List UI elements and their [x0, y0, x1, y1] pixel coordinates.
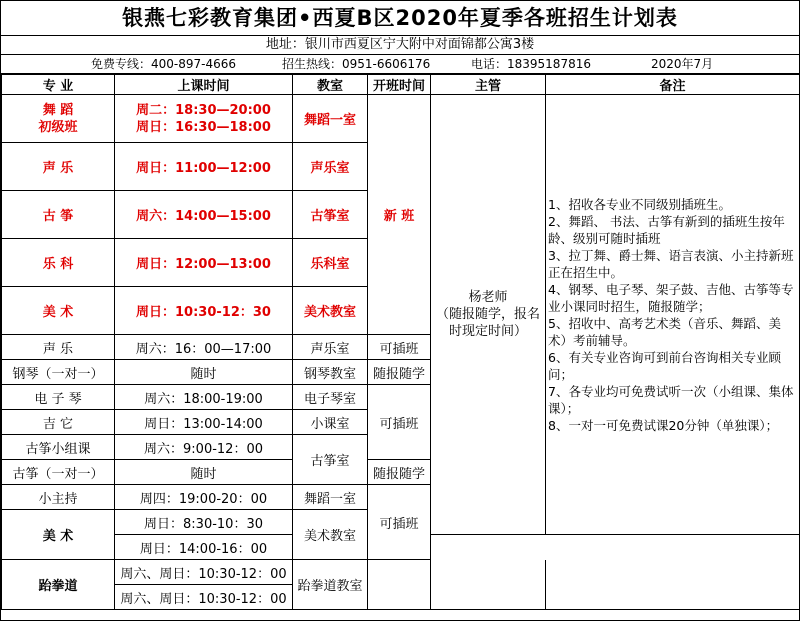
- note-item: 2、舞蹈、 书法、古筝有新到的插班生按年龄、级别可随时插班: [548, 213, 785, 246]
- room-cell: 古筝室: [293, 191, 368, 239]
- time-cell: 周日：10:30-12：30: [115, 287, 293, 335]
- phone: 电话：18395187816: [471, 57, 591, 71]
- major-cell: 声 乐: [2, 335, 115, 360]
- major-cell: 美 术: [2, 287, 115, 335]
- time-cell: 周六：18:00-19:00: [115, 385, 293, 410]
- hotline: 招生热线：0951-6606176: [282, 57, 431, 71]
- time-cell: 周日：13:00-14:00: [115, 410, 293, 435]
- table-row: [2, 95, 800, 143]
- major-cell: 古筝（一对一）: [2, 460, 115, 485]
- header-manager: 主管: [431, 75, 546, 95]
- room-cell: 电子琴室: [293, 385, 368, 410]
- note-item: 5、招收中、高考艺术类（音乐、舞蹈、美术）考前辅导。: [548, 315, 781, 348]
- major-cell: 电 子 琴: [2, 385, 115, 410]
- address: 地址：银川市西夏区宁大附中对面锦都公寓3楼: [1, 36, 799, 55]
- open-cell: 可插班: [368, 335, 431, 360]
- time-cell: 随时: [115, 460, 293, 485]
- schedule-table-tail: [1, 559, 800, 610]
- open-new-cell: 新 班: [368, 95, 431, 335]
- major-cell: 钢琴（一对一）: [2, 360, 115, 385]
- room-cell: 舞蹈一室: [293, 95, 368, 143]
- time-cell: 周日：8:30-10：30: [115, 510, 293, 535]
- time-cell: 周六：9:00-12：00: [115, 435, 293, 460]
- header-time: 上课时间: [115, 75, 293, 95]
- room-cell: 声乐室: [293, 143, 368, 191]
- major-cell: 小主持: [2, 485, 115, 510]
- free-line: 免费专线：400-897-4666: [91, 57, 237, 71]
- room-cell: 小课室: [293, 410, 368, 435]
- note-item: 3、拉丁舞、爵士舞、语言表演、小主持新班正在招生中。: [548, 247, 794, 280]
- major-cell: 吉 它: [2, 410, 115, 435]
- major-cell: 跆拳道: [2, 560, 115, 610]
- open-cell-continued: [368, 560, 431, 610]
- open-cell: 随报随学: [368, 460, 431, 485]
- page-title: 银燕七彩教育集团•西夏B区2020年夏季各班招生计划表: [1, 1, 799, 36]
- major-cell: 古筝小组课: [2, 435, 115, 460]
- time-cell: 随时: [115, 360, 293, 385]
- open-cell: 随报随学: [368, 360, 431, 385]
- manager-cell-continued: [431, 560, 546, 610]
- major-cell: 声 乐: [2, 143, 115, 191]
- note-item: 4、钢琴、电子琴、架子鼓、吉他、古筝等专业小课同时招生，随报随学；: [548, 281, 794, 314]
- room-cell: 古筝室: [293, 435, 368, 485]
- contact-bar: [1, 55, 799, 74]
- date: 2020年7月: [651, 57, 714, 71]
- time-cell: 周四：19:00-20：00: [115, 485, 293, 510]
- time-cell: 周日：12:00—13:00: [115, 239, 293, 287]
- room-cell: 舞蹈一室: [293, 485, 368, 510]
- note-item: 7、各专业均可免费试听一次（小组课、集体课）；: [548, 383, 794, 416]
- time-cell: 周六：14:00—15:00: [115, 191, 293, 239]
- note-item: 6、有关专业咨询可到前台咨询相关专业顾问；: [548, 349, 781, 382]
- time-cell: 周日：14:00-16：00: [115, 535, 293, 560]
- time-cell: 周二：18:30—20:00 周日：16:30—18:00: [115, 95, 293, 143]
- header-major: 专 业: [2, 75, 115, 95]
- time-cell: 周六、周日：10:30-12：00: [115, 585, 293, 610]
- manager-cell: 杨老师 （随报随学，报名 时现定时间）: [431, 95, 546, 535]
- room-cell: 美术教室: [293, 510, 368, 560]
- header-room: 教室: [293, 75, 368, 95]
- note-item: 1、招收各专业不同级别插班生。: [548, 196, 731, 212]
- major-cell: 美 术: [2, 510, 115, 560]
- major-cell: 乐 科: [2, 239, 115, 287]
- open-cell: 可插班: [368, 385, 431, 460]
- major-cell: 舞 蹈 初级班: [2, 95, 115, 143]
- room-cell: 钢琴教室: [293, 360, 368, 385]
- open-cell: 可插班: [368, 485, 431, 560]
- notes-cell-continued: [546, 560, 800, 610]
- header-open: 开班时间: [368, 75, 431, 95]
- room-cell: 乐科室: [293, 239, 368, 287]
- note-item: 8、一对一可免费试课20分钟（单独课）；: [548, 417, 779, 433]
- room-cell: 美术教室: [293, 287, 368, 335]
- room-cell: 跆拳道教室: [293, 560, 368, 610]
- major-cell: 古 筝: [2, 191, 115, 239]
- time-cell: 周六、周日：10:30-12：00: [115, 560, 293, 585]
- schedule-table: [1, 74, 800, 560]
- time-cell: 周日：11:00—12:00: [115, 143, 293, 191]
- header-notes: 备注: [546, 75, 800, 95]
- table-row: [2, 560, 800, 585]
- room-cell: 声乐室: [293, 335, 368, 360]
- time-cell: 周六：16：00—17:00: [115, 335, 293, 360]
- notes-cell: [546, 95, 800, 535]
